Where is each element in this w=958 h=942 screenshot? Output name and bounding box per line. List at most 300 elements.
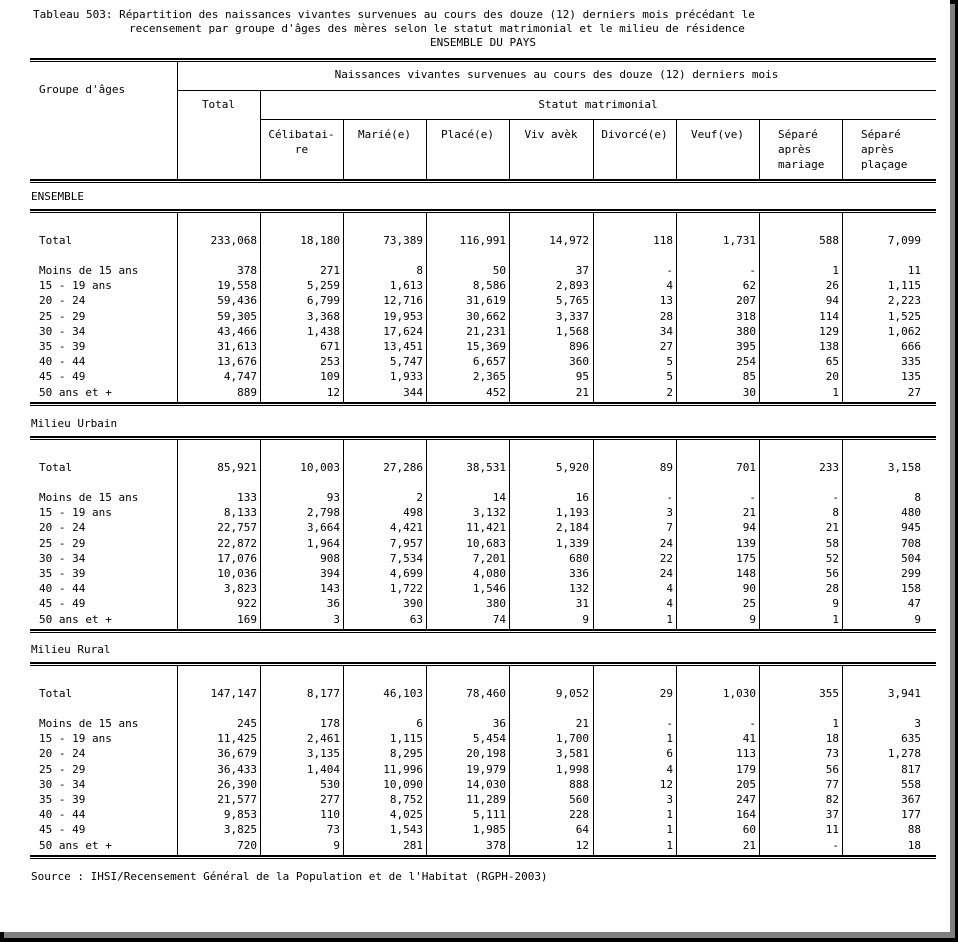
table-cell: 21: [825, 521, 839, 534]
section-label: Milieu Urbain: [31, 417, 118, 430]
table-cell: 2: [666, 386, 673, 399]
age-group-label: 45 - 49: [39, 370, 86, 383]
age-group-label: 40 - 44: [39, 808, 86, 821]
table-cell: 62: [742, 279, 756, 292]
table-cell: 945: [901, 521, 921, 534]
table-row: [30, 731, 936, 746]
table-cell: 355: [819, 687, 839, 700]
table-cell: 378: [486, 839, 506, 852]
table-cell: -: [832, 839, 839, 852]
table-cell: 1,985: [472, 823, 506, 836]
table-row: [30, 612, 936, 627]
table-cell: 3,581: [555, 747, 589, 760]
table-row: [30, 762, 936, 777]
table-cell: 1,115: [887, 279, 921, 292]
table-cell: 7: [666, 521, 673, 534]
title-line-3: ENSEMBLE DU PAYS: [430, 36, 536, 49]
table-cell: 175: [736, 552, 756, 565]
title-line-2: recensement par groupe d'âges des mères selon le statut matrimonial et le milieu de résidence: [129, 22, 745, 35]
table-cell: 50: [492, 264, 506, 277]
section-label: Milieu Rural: [31, 643, 111, 656]
table-cell: 21: [742, 506, 756, 519]
table-cell: 22,872: [217, 537, 257, 550]
table-cell: 1,339: [555, 537, 589, 550]
table-cell: 367: [901, 793, 921, 806]
total-row: [30, 460, 936, 475]
table-cell: 10,683: [466, 537, 506, 550]
table-cell: 1: [666, 732, 673, 745]
table-cell: 38,531: [466, 461, 506, 474]
hdr-vline: [842, 120, 843, 179]
age-group-label: 50 ans et +: [39, 386, 112, 399]
table-cell: 164: [736, 808, 756, 821]
table-cell: 18: [825, 732, 839, 745]
table-cell: 59,305: [217, 310, 257, 323]
table-cell: 4,699: [389, 567, 423, 580]
table-cell: 1,525: [887, 310, 921, 323]
table-cell: 5,111: [472, 808, 506, 821]
table-row: [30, 369, 936, 384]
table-row: [30, 746, 936, 761]
table-cell: 1: [832, 717, 839, 730]
table-cell: 31,613: [217, 340, 257, 353]
age-group-label: Moins de 15 ans: [39, 717, 139, 730]
table-cell: 36,433: [217, 763, 257, 776]
age-group-label: 40 - 44: [39, 355, 86, 368]
age-group-label: 50 ans et +: [39, 839, 112, 852]
table-cell: 21,577: [217, 793, 257, 806]
table-cell: 1,998: [555, 763, 589, 776]
table-cell: 129: [819, 325, 839, 338]
table-title: [33, 8, 933, 50]
source-note: Source : IHSI/Recensement Général de la Population et de l'Habitat (RGPH-2003): [31, 870, 548, 883]
table-cell: 6: [416, 717, 423, 730]
age-group-label: 20 - 24: [39, 747, 86, 760]
table-cell: 24: [659, 537, 673, 550]
table-cell: 8: [914, 491, 921, 504]
age-group-label: 35 - 39: [39, 567, 86, 580]
table-cell: 12: [575, 839, 589, 852]
table-cell: 1,030: [722, 687, 756, 700]
table-row: [30, 324, 936, 339]
table-cell: 680: [569, 552, 589, 565]
table-cell: 1,438: [306, 325, 340, 338]
table-row: [30, 536, 936, 551]
section-rule: [30, 436, 936, 440]
table-cell: 271: [320, 264, 340, 277]
table-cell: 3: [666, 793, 673, 806]
table-cell: 4,747: [223, 370, 257, 383]
section-rule: [30, 662, 936, 666]
table-cell: 8,586: [472, 279, 506, 292]
table-cell: 3,337: [555, 310, 589, 323]
table-cell: 4: [666, 763, 673, 776]
table-cell: 11,996: [383, 763, 423, 776]
table-cell: 4,421: [389, 521, 423, 534]
table-cell: 3: [914, 717, 921, 730]
table-cell: 335: [901, 355, 921, 368]
table-cell: 7,099: [887, 234, 921, 247]
table-cell: 1,568: [555, 325, 589, 338]
table-row: [30, 777, 936, 792]
table-cell: 2,461: [306, 732, 340, 745]
table-cell: 46,103: [383, 687, 423, 700]
table-cell: 9,853: [223, 808, 257, 821]
table-cell: 7,957: [389, 537, 423, 550]
table-cell: 110: [320, 808, 340, 821]
age-group-label: 15 - 19 ans: [39, 279, 112, 292]
table-cell: 390: [403, 597, 423, 610]
table-cell: 63: [409, 613, 423, 626]
age-group-label: Total: [39, 234, 73, 247]
table-cell: 10,003: [300, 461, 340, 474]
table-cell: 3,368: [306, 310, 340, 323]
age-group-label: 35 - 39: [39, 340, 86, 353]
table-cell: 228: [569, 808, 589, 821]
table-cell: 277: [320, 793, 340, 806]
table-cell: 118: [653, 234, 673, 247]
age-group-label: 45 - 49: [39, 823, 86, 836]
table-cell: 14,030: [466, 778, 506, 791]
table-cell: 207: [736, 294, 756, 307]
header-spanner: Naissances vivantes survenues au cours des douze (12) derniers mois: [334, 68, 779, 81]
table-cell: 452: [486, 386, 506, 399]
age-group-label: 35 - 39: [39, 793, 86, 806]
table-cell: 14,972: [549, 234, 589, 247]
table-cell: 671: [320, 340, 340, 353]
table-cell: 30: [742, 386, 756, 399]
table-cell: 3: [666, 506, 673, 519]
table-cell: 3,941: [887, 687, 921, 700]
table-cell: 132: [569, 582, 589, 595]
table-row: [30, 339, 936, 354]
table-row: [30, 792, 936, 807]
table-row: [30, 838, 936, 853]
age-group-label: 30 - 34: [39, 778, 86, 791]
table-cell: 253: [320, 355, 340, 368]
table-cell: -: [666, 264, 673, 277]
table-cell: 95: [575, 370, 589, 383]
table-row: [30, 551, 936, 566]
table-cell: 1,543: [389, 823, 423, 836]
table-cell: 480: [901, 506, 921, 519]
table-cell: 11: [907, 264, 921, 277]
col-header-celibataire: Célibatai- re: [268, 128, 335, 156]
table-cell: 88: [907, 823, 921, 836]
table-cell: 9: [832, 597, 839, 610]
table-cell: 1,964: [306, 537, 340, 550]
col-header-veuf: Veuf(ve): [691, 128, 744, 141]
hdr-vline: [759, 120, 760, 179]
table-cell: 178: [320, 717, 340, 730]
table-cell: 2,798: [306, 506, 340, 519]
table-row: [30, 596, 936, 611]
page-shadow-right: [950, 4, 955, 938]
table-cell: 245: [237, 717, 257, 730]
table-cell: 1,933: [389, 370, 423, 383]
table-cell: 1,722: [389, 582, 423, 595]
table-cell: 27: [659, 340, 673, 353]
table-row: [30, 385, 936, 400]
table-row: [30, 520, 936, 535]
table-cell: 19,953: [383, 310, 423, 323]
table-cell: 889: [237, 386, 257, 399]
table-cell: 135: [901, 370, 921, 383]
table-cell: 21: [575, 386, 589, 399]
table-cell: 37: [575, 264, 589, 277]
table-cell: 635: [901, 732, 921, 745]
table-cell: -: [749, 264, 756, 277]
age-group-label: 20 - 24: [39, 521, 86, 534]
table-cell: 6,799: [306, 294, 340, 307]
table-row: [30, 822, 936, 837]
table-cell: 21: [575, 717, 589, 730]
table-cell: 26: [825, 279, 839, 292]
table-cell: 5,259: [306, 279, 340, 292]
age-group-label: Moins de 15 ans: [39, 491, 139, 504]
header-top-rule: [30, 58, 936, 62]
table-cell: 22: [659, 552, 673, 565]
table-cell: 3,664: [306, 521, 340, 534]
age-group-label: 15 - 19 ans: [39, 732, 112, 745]
table-cell: 1,613: [389, 279, 423, 292]
table-cell: 3,158: [887, 461, 921, 474]
table-cell: 5,765: [555, 294, 589, 307]
table-cell: 336: [569, 567, 589, 580]
table-cell: 9,052: [555, 687, 589, 700]
table-cell: 85: [742, 370, 756, 383]
table-cell: 73: [326, 823, 340, 836]
table-cell: -: [666, 717, 673, 730]
table-row: [30, 293, 936, 308]
table-cell: 169: [237, 613, 257, 626]
table-cell: 2,893: [555, 279, 589, 292]
age-group-label: 15 - 19 ans: [39, 506, 112, 519]
table-cell: 2: [416, 491, 423, 504]
table-cell: 720: [237, 839, 257, 852]
table-cell: 179: [736, 763, 756, 776]
age-group-label: 25 - 29: [39, 537, 86, 550]
table-cell: 60: [742, 823, 756, 836]
table-cell: 148: [736, 567, 756, 580]
table-cell: 52: [825, 552, 839, 565]
table-cell: 36,679: [217, 747, 257, 760]
table-cell: 247: [736, 793, 756, 806]
table-cell: -: [832, 491, 839, 504]
table-row: [30, 716, 936, 731]
table-cell: 3: [333, 613, 340, 626]
table-cell: 11,425: [217, 732, 257, 745]
title-line-1: Tableau 503: Répartition des naissances vivantes survenues au cours des douze (12) derniers mois précédant le: [33, 8, 755, 21]
table-cell: 11,289: [466, 793, 506, 806]
header-total: Total: [201, 98, 236, 111]
table-cell: -: [749, 491, 756, 504]
rule-statut: [260, 119, 936, 120]
table-cell: 94: [742, 521, 756, 534]
table-cell: 21: [742, 839, 756, 852]
table-cell: 21,231: [466, 325, 506, 338]
table-cell: 20,198: [466, 747, 506, 760]
section-bottom-rule: [30, 855, 936, 859]
table-cell: 9: [582, 613, 589, 626]
table-cell: 11,421: [466, 521, 506, 534]
age-group-label: 40 - 44: [39, 582, 86, 595]
table-cell: 1: [666, 823, 673, 836]
table-cell: 7,534: [389, 552, 423, 565]
table-cell: 530: [320, 778, 340, 791]
age-group-label: Moins de 15 ans: [39, 264, 139, 277]
table-cell: 205: [736, 778, 756, 791]
table-cell: 4: [666, 279, 673, 292]
table-cell: 8: [416, 264, 423, 277]
table-cell: 19,558: [217, 279, 257, 292]
table-cell: 64: [575, 823, 589, 836]
table-cell: 5: [666, 355, 673, 368]
table-cell: 17,624: [383, 325, 423, 338]
table-cell: 1: [666, 808, 673, 821]
table-cell: 28: [825, 582, 839, 595]
table-cell: 9: [914, 613, 921, 626]
table-cell: 82: [825, 793, 839, 806]
table-cell: 922: [237, 597, 257, 610]
age-group-label: Total: [39, 687, 73, 700]
table-cell: 254: [736, 355, 756, 368]
table-cell: 1: [832, 264, 839, 277]
total-row: [30, 686, 936, 701]
table-cell: 4,025: [389, 808, 423, 821]
table-cell: 43,466: [217, 325, 257, 338]
table-cell: 65: [825, 355, 839, 368]
table-cell: 9: [333, 839, 340, 852]
table-cell: -: [749, 717, 756, 730]
table-cell: 1: [832, 613, 839, 626]
table-cell: 3,825: [223, 823, 257, 836]
table-cell: 74: [492, 613, 506, 626]
header-bottom-rule: [30, 179, 936, 183]
table-cell: 1,193: [555, 506, 589, 519]
table-row: [30, 807, 936, 822]
section-bottom-rule: [30, 402, 936, 406]
table-cell: 59,436: [217, 294, 257, 307]
table-cell: 588: [819, 234, 839, 247]
section-bottom-rule: [30, 629, 936, 633]
header-statut: Statut matrimonial: [538, 98, 658, 111]
table-cell: 133: [237, 491, 257, 504]
table-cell: 138: [819, 340, 839, 353]
table-cell: 93: [326, 491, 340, 504]
table-cell: 143: [320, 582, 340, 595]
table-cell: 41: [742, 732, 756, 745]
table-cell: 4: [666, 597, 673, 610]
table-cell: 7,201: [472, 552, 506, 565]
table-cell: 36: [326, 597, 340, 610]
table-cell: 25: [742, 597, 756, 610]
table-cell: 177: [901, 808, 921, 821]
table-cell: 56: [825, 763, 839, 776]
table-cell: 708: [901, 537, 921, 550]
table-cell: 817: [901, 763, 921, 776]
table-row: [30, 278, 936, 293]
table-cell: 5,454: [472, 732, 506, 745]
table-cell: 1,700: [555, 732, 589, 745]
table-cell: 233,068: [210, 234, 257, 247]
table-cell: 73: [825, 747, 839, 760]
table-cell: 30,662: [466, 310, 506, 323]
table-row: [30, 566, 936, 581]
page-shadow-bottom: [4, 932, 955, 938]
age-group-label: 30 - 34: [39, 325, 86, 338]
table-cell: 78,460: [466, 687, 506, 700]
table-cell: 12: [326, 386, 340, 399]
table-cell: 701: [736, 461, 756, 474]
table-cell: 3,823: [223, 582, 257, 595]
table-cell: 4,080: [472, 567, 506, 580]
table-cell: 12: [659, 778, 673, 791]
table-cell: 114: [819, 310, 839, 323]
table-cell: 1,278: [887, 747, 921, 760]
table-cell: 8,752: [389, 793, 423, 806]
total-row: [30, 233, 936, 248]
table-cell: 908: [320, 552, 340, 565]
table-cell: 1,731: [722, 234, 756, 247]
table-cell: 18: [907, 839, 921, 852]
col-header-separe-mariage: Séparé après mariage: [778, 128, 825, 171]
table-cell: 1,115: [389, 732, 423, 745]
table-cell: 90: [742, 582, 756, 595]
table-cell: 15,369: [466, 340, 506, 353]
age-group-label: 45 - 49: [39, 597, 86, 610]
col-header-separe-placage: Séparé après plaçage: [861, 128, 908, 171]
header-group-label: Groupe d'âges: [39, 83, 126, 96]
table-cell: 19,979: [466, 763, 506, 776]
table-cell: 31,619: [466, 294, 506, 307]
table-cell: 17,076: [217, 552, 257, 565]
table-cell: 73,389: [383, 234, 423, 247]
table-cell: 20: [825, 370, 839, 383]
table-cell: 147,147: [210, 687, 257, 700]
table-row: [30, 581, 936, 596]
table-cell: 14: [492, 491, 506, 504]
section-label: ENSEMBLE: [31, 190, 84, 203]
table-cell: 3,135: [306, 747, 340, 760]
table-cell: 29: [659, 687, 673, 700]
table-cell: 94: [825, 294, 839, 307]
table-cell: 299: [901, 567, 921, 580]
table-cell: 13,451: [383, 340, 423, 353]
table-cell: 36: [492, 717, 506, 730]
age-group-label: 25 - 29: [39, 310, 86, 323]
col-header-viv-avek: Viv avèk: [524, 128, 578, 141]
table-cell: 233: [819, 461, 839, 474]
table-cell: 16: [575, 491, 589, 504]
table-row: [30, 263, 936, 278]
table-cell: 394: [320, 567, 340, 580]
table-cell: 58: [825, 537, 839, 550]
table-cell: 666: [901, 340, 921, 353]
table-cell: 380: [736, 325, 756, 338]
table-row: [30, 309, 936, 324]
table-cell: 5,747: [389, 355, 423, 368]
table-cell: 89: [659, 461, 673, 474]
table-cell: 2,365: [472, 370, 506, 383]
table-cell: 24: [659, 567, 673, 580]
table-cell: 116,991: [459, 234, 506, 247]
table-cell: 13: [659, 294, 673, 307]
col-header-place: Placé(e): [441, 128, 494, 141]
table-cell: 139: [736, 537, 756, 550]
age-group-label: 20 - 24: [39, 294, 86, 307]
table-cell: 12,716: [383, 294, 423, 307]
